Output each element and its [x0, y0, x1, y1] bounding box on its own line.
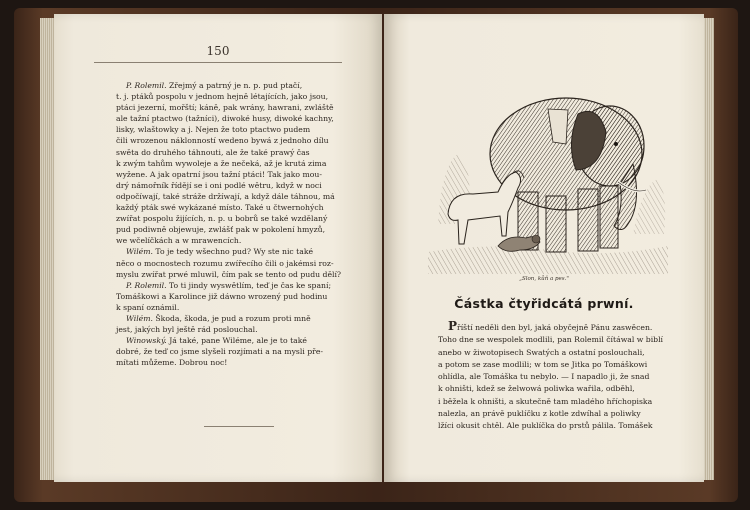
- line-text: říští neděli den byl, jaká obyčejně Pánu zaswěcen.: [457, 323, 653, 332]
- line-text: ptáci jezerní, mořští; káně, pak wrány, hawrani, zwláště: [116, 103, 334, 113]
- line-text: k zwým tahům wywoleje a že nečeká, až je krutá zima: [116, 158, 327, 168]
- text-line: [116, 258, 382, 269]
- text-line: [438, 408, 696, 420]
- right-page-text: [438, 320, 696, 433]
- line-text: Škoda, škoda, je pud a rozum proti mně: [152, 313, 311, 323]
- text-line: [116, 91, 382, 102]
- page-number-rule: [94, 62, 342, 63]
- line-text: Já také, pane Wiléme, ale je to také: [166, 336, 307, 346]
- line-text: To je tedy wšechno pud? Wy ste nic také: [152, 247, 314, 257]
- text-line: [116, 346, 382, 357]
- line-text: čili wrozenou náklonností wedeno bywá z jednoho dílu: [116, 136, 329, 146]
- page-number: 150: [206, 44, 230, 58]
- page-edges-right: [704, 18, 714, 480]
- line-text: wyžene. A jak opatrní jsou tažní ptáci! Tak jako mou-: [116, 169, 322, 179]
- text-line: [438, 320, 696, 334]
- text-line: [116, 280, 382, 291]
- text-line: [438, 371, 696, 383]
- text-line: [116, 147, 382, 158]
- chapter-title: Částka čtyřidcátá prwní.: [454, 296, 634, 311]
- line-text: lžíci okusit chtěl. Ale puklíčka do prstů pálila. Tomášek: [438, 421, 653, 431]
- line-text: i běžela k ohništi, a skutečně tam mladého hříchopiska: [438, 396, 653, 406]
- text-line: [438, 347, 696, 359]
- speaker-name: Wilém.: [126, 313, 153, 323]
- text-line: [116, 335, 382, 346]
- line-text: lisky, wlaštowky a j. Nejen že toto ptactwo pudem: [116, 125, 311, 135]
- text-line: [116, 113, 382, 124]
- speaker-name: P. Rolemil.: [126, 81, 167, 90]
- line-text: Tomáškowi a Karolince již dáwno wrozený pud hodinu: [116, 291, 328, 301]
- line-text: pud podiwně objewuje, zwlášť pak w pokolení hmyzů,: [116, 225, 326, 235]
- text-line: [438, 383, 696, 395]
- line-text: zwířat pospolu žijících, n. p. u bobrů se také wzdělaný: [116, 214, 328, 224]
- text-line: [116, 291, 382, 302]
- text-line: [116, 269, 382, 280]
- text-line: [116, 202, 382, 213]
- line-text: nalezla, an právě puklíčku z kotle zdwíhal a poliwky: [438, 409, 641, 419]
- text-line: [438, 359, 696, 371]
- line-text: anebo w žiwotopisech Swatých a ostatní poslouchali,: [438, 347, 645, 357]
- line-text: ohlídla, ale Tomáška tu nebylo. — I napadlo ji, že snad: [438, 372, 650, 382]
- text-line: [438, 396, 696, 408]
- text-line: [438, 334, 696, 346]
- text-line: [438, 420, 696, 432]
- line-text: každý pták swé wykázané místo. Také u čtwernohých: [116, 203, 324, 213]
- speaker-name: Wilém.: [126, 247, 153, 257]
- line-text: Zřejmý a patrný je n. p. pud ptačí,: [166, 81, 303, 90]
- line-text: drý námořník řídějí se i oni podlé wětru, když w noci: [116, 180, 322, 190]
- speaker-name: P. Rolemil.: [126, 280, 167, 290]
- line-text: dobré, že teď co jsme slyšeli rozjímati a na mysli pře-: [116, 347, 323, 357]
- text-line: [116, 169, 382, 180]
- text-line: [116, 80, 382, 91]
- line-text: odpočíwají, také stráže držíwají, a když dále táhnou, má: [116, 191, 335, 201]
- line-text: a potom se zase modlili; w tom se Jitka po Tomáškowi: [438, 359, 648, 369]
- end-rule: [204, 426, 274, 427]
- line-text: we wčelíčkách a w mrawencích.: [116, 236, 242, 246]
- line-text: myslu zwířat prwé mluwil, čím pak se tento od pudu dělí?: [116, 269, 342, 279]
- text-line: [116, 357, 382, 368]
- line-text: t. j. ptáků pospolu v jednom hejně létajících, jako jsou,: [116, 92, 329, 102]
- text-line: [116, 313, 382, 324]
- initial-letter: P: [448, 319, 458, 333]
- illustration-caption: „Slon, kůň a pes.": [519, 276, 569, 282]
- line-text: k spaní oznámil.: [116, 302, 180, 312]
- line-text: něco o mocnostech rozumu zwířecího čili o jakémsi roz-: [116, 258, 334, 268]
- text-line: [116, 135, 382, 146]
- line-text: ale tažní ptactwo (tažníci), diwoké husy, diwoké kachny,: [116, 114, 334, 124]
- text-line: [116, 235, 382, 246]
- left-page-text: [116, 80, 382, 368]
- text-line: [116, 102, 382, 113]
- text-line: [116, 246, 382, 257]
- speaker-name: Winowský.: [126, 336, 167, 346]
- left-page: [54, 14, 382, 482]
- text-line: [116, 124, 382, 135]
- line-text: To ti jindy wyswětlím, teď je čas ke spaní;: [166, 280, 332, 290]
- line-text: k ohništi, kdež se želwowá poliwka wařila, odběhl,: [438, 384, 635, 394]
- elephant-horse-dog-engraving: [428, 74, 668, 274]
- text-line: [116, 324, 382, 335]
- right-page: [384, 14, 704, 482]
- page-edges-left: [40, 18, 54, 480]
- text-line: [116, 158, 382, 169]
- text-line: [116, 191, 382, 202]
- text-line: [116, 224, 382, 235]
- text-line: [116, 302, 382, 313]
- text-line: [116, 213, 382, 224]
- line-text: mítati můžeme. Dobrou noc!: [116, 358, 228, 368]
- line-text: swěta do druhého táhnouti, ale že také prawý čas: [116, 147, 310, 157]
- line-text: jest, jakých byl ještě rád poslouchal.: [116, 325, 258, 335]
- text-line: [116, 180, 382, 191]
- line-text: Toho dne se wespolek modlili, pan Rolemil čítáwal w biblí: [438, 335, 663, 345]
